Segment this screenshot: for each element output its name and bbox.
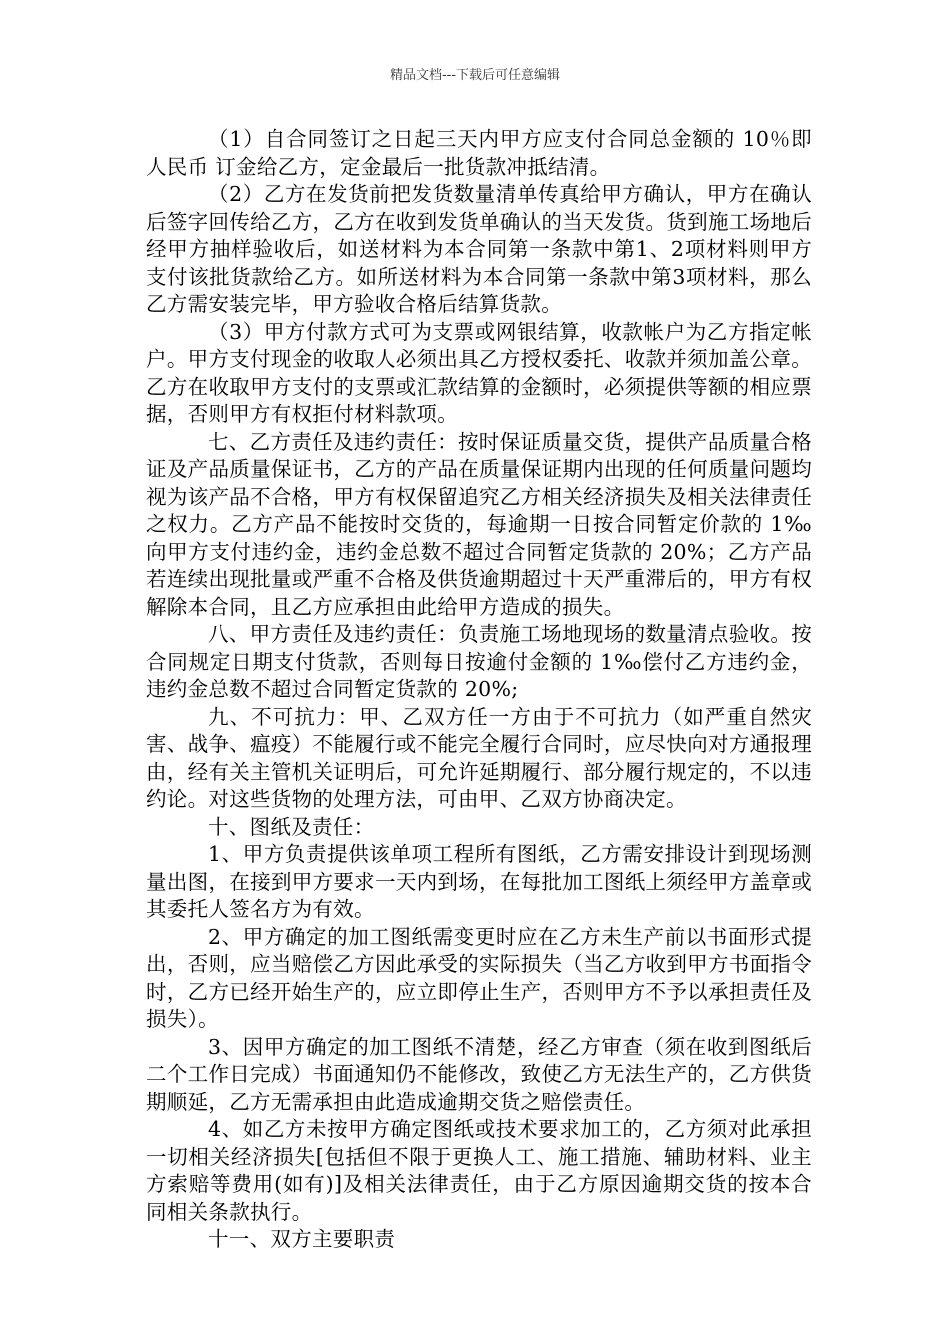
page-header: 精品文档---下载后可任意编辑	[389, 68, 561, 83]
clause-delivery-confirmation: （2）乙方在发货前把发货数量清单传真给甲方确认，甲方在确认后签字回传给乙方，乙方在收到发货单确认的当天发货。货到施工场地后经甲方抽样验收后，如送材料为本合同第一条款中第1、2项材料则甲方支付该批货款给乙方。如所送材料为本合同第一条款中第3项材料，那么乙方需安装完毕，甲方验收合格后结算货款。	[146, 182, 812, 316]
drawings-item-3: 3、因甲方确定的加工图纸不清楚，经乙方审查（须在收到图纸后二个工作日完成）书面通知仍不能修改，致使乙方无法生产的，乙方供货期顺延，乙方无需承担由此造成逾期交货之赔偿责任。	[146, 1034, 812, 1114]
section-responsibilities-heading: 十一、双方主要职责	[208, 1227, 396, 1251]
clause-party-b-liability: 七、乙方责任及违约责任：按时保证质量交货，提供产品质量合格证及产品质量保证书，乙方的产品在质量保证期内出现的任何质量问题均视为该产品不合格，甲方有权保留追究乙方相关经济损失及相关法律责任之权力。乙方产品不能按时交货的，每逾期一日按合同暂定价款的 1‰向甲方支付违约金，违约金总数不超过合同暂定货款的 20%；乙方产品若连续出现批量或严重不合格及供货逾期超过十天严重滞后的，甲方有权解除本合同，且乙方应承担由此给甲方造成的损失。	[146, 429, 812, 619]
drawings-item-2: 2、甲方确定的加工图纸需变更时应在乙方未生产前以书面形式提出，否则，应当赔偿乙方因此承受的实际损失（当乙方收到甲方书面指令时，乙方已经开始生产的，应立即停止生产，否则甲方不予以承担责任及损失）。	[146, 924, 812, 1031]
drawings-item-4: 4、如乙方未按甲方确定图纸或技术要求加工的，乙方须对此承担一切相关经济损失[包括但不限于更换人工、施工措施、辅助材料、业主方索赔等费用(如有)]及相关法律责任，由于乙方原因逾期交货的按本合同相关条款执行。	[146, 1117, 812, 1224]
section-drawings-heading: 十、图纸及责任：	[208, 814, 375, 839]
clause-payment-deposit: （1）自合同签订之日起三天内甲方应支付合同总金额的 10％即人民币 订金给乙方，定金最后一批货款冲抵结清。	[146, 127, 812, 179]
document-body	[146, 126, 812, 1254]
clause-party-a-liability: 八、甲方责任及违约责任：负责施工场地现场的数量清点验收。按合同规定日期支付货款，否则每日按逾付金额的 1‰偿付乙方违约金，违约金总数不超过合同暂定货款的 20%;	[146, 622, 812, 701]
drawings-item-1: 1、甲方负责提供该单项工程所有图纸，乙方需安排设计到现场测量出图，在接到甲方要求一天内到场，在每批加工图纸上须经甲方盖章或其委托人签名方为有效。	[146, 842, 812, 921]
clause-force-majeure: 九、不可抗力：甲、乙双方任一方由于不可抗力（如严重自然灾害、战争、瘟疫）不能履行或不能完全履行合同时，应尽快向对方通报理由，经有关主管机关证明后，可允许延期履行、部分履行规定的，不以违约论。对这些货物的处理方法，可由甲、乙双方协商决定。	[146, 704, 812, 811]
clause-payment-method: （3）甲方付款方式可为支票或网银结算，收款帐户为乙方指定帐户。甲方支付现金的收取人必须出具乙方授权委托、收款并须加盖公章。乙方在收取甲方支付的支票或汇款结算的金额时，必须提供等额的相应票据，否则甲方有权拒付材料款项。	[146, 319, 812, 426]
